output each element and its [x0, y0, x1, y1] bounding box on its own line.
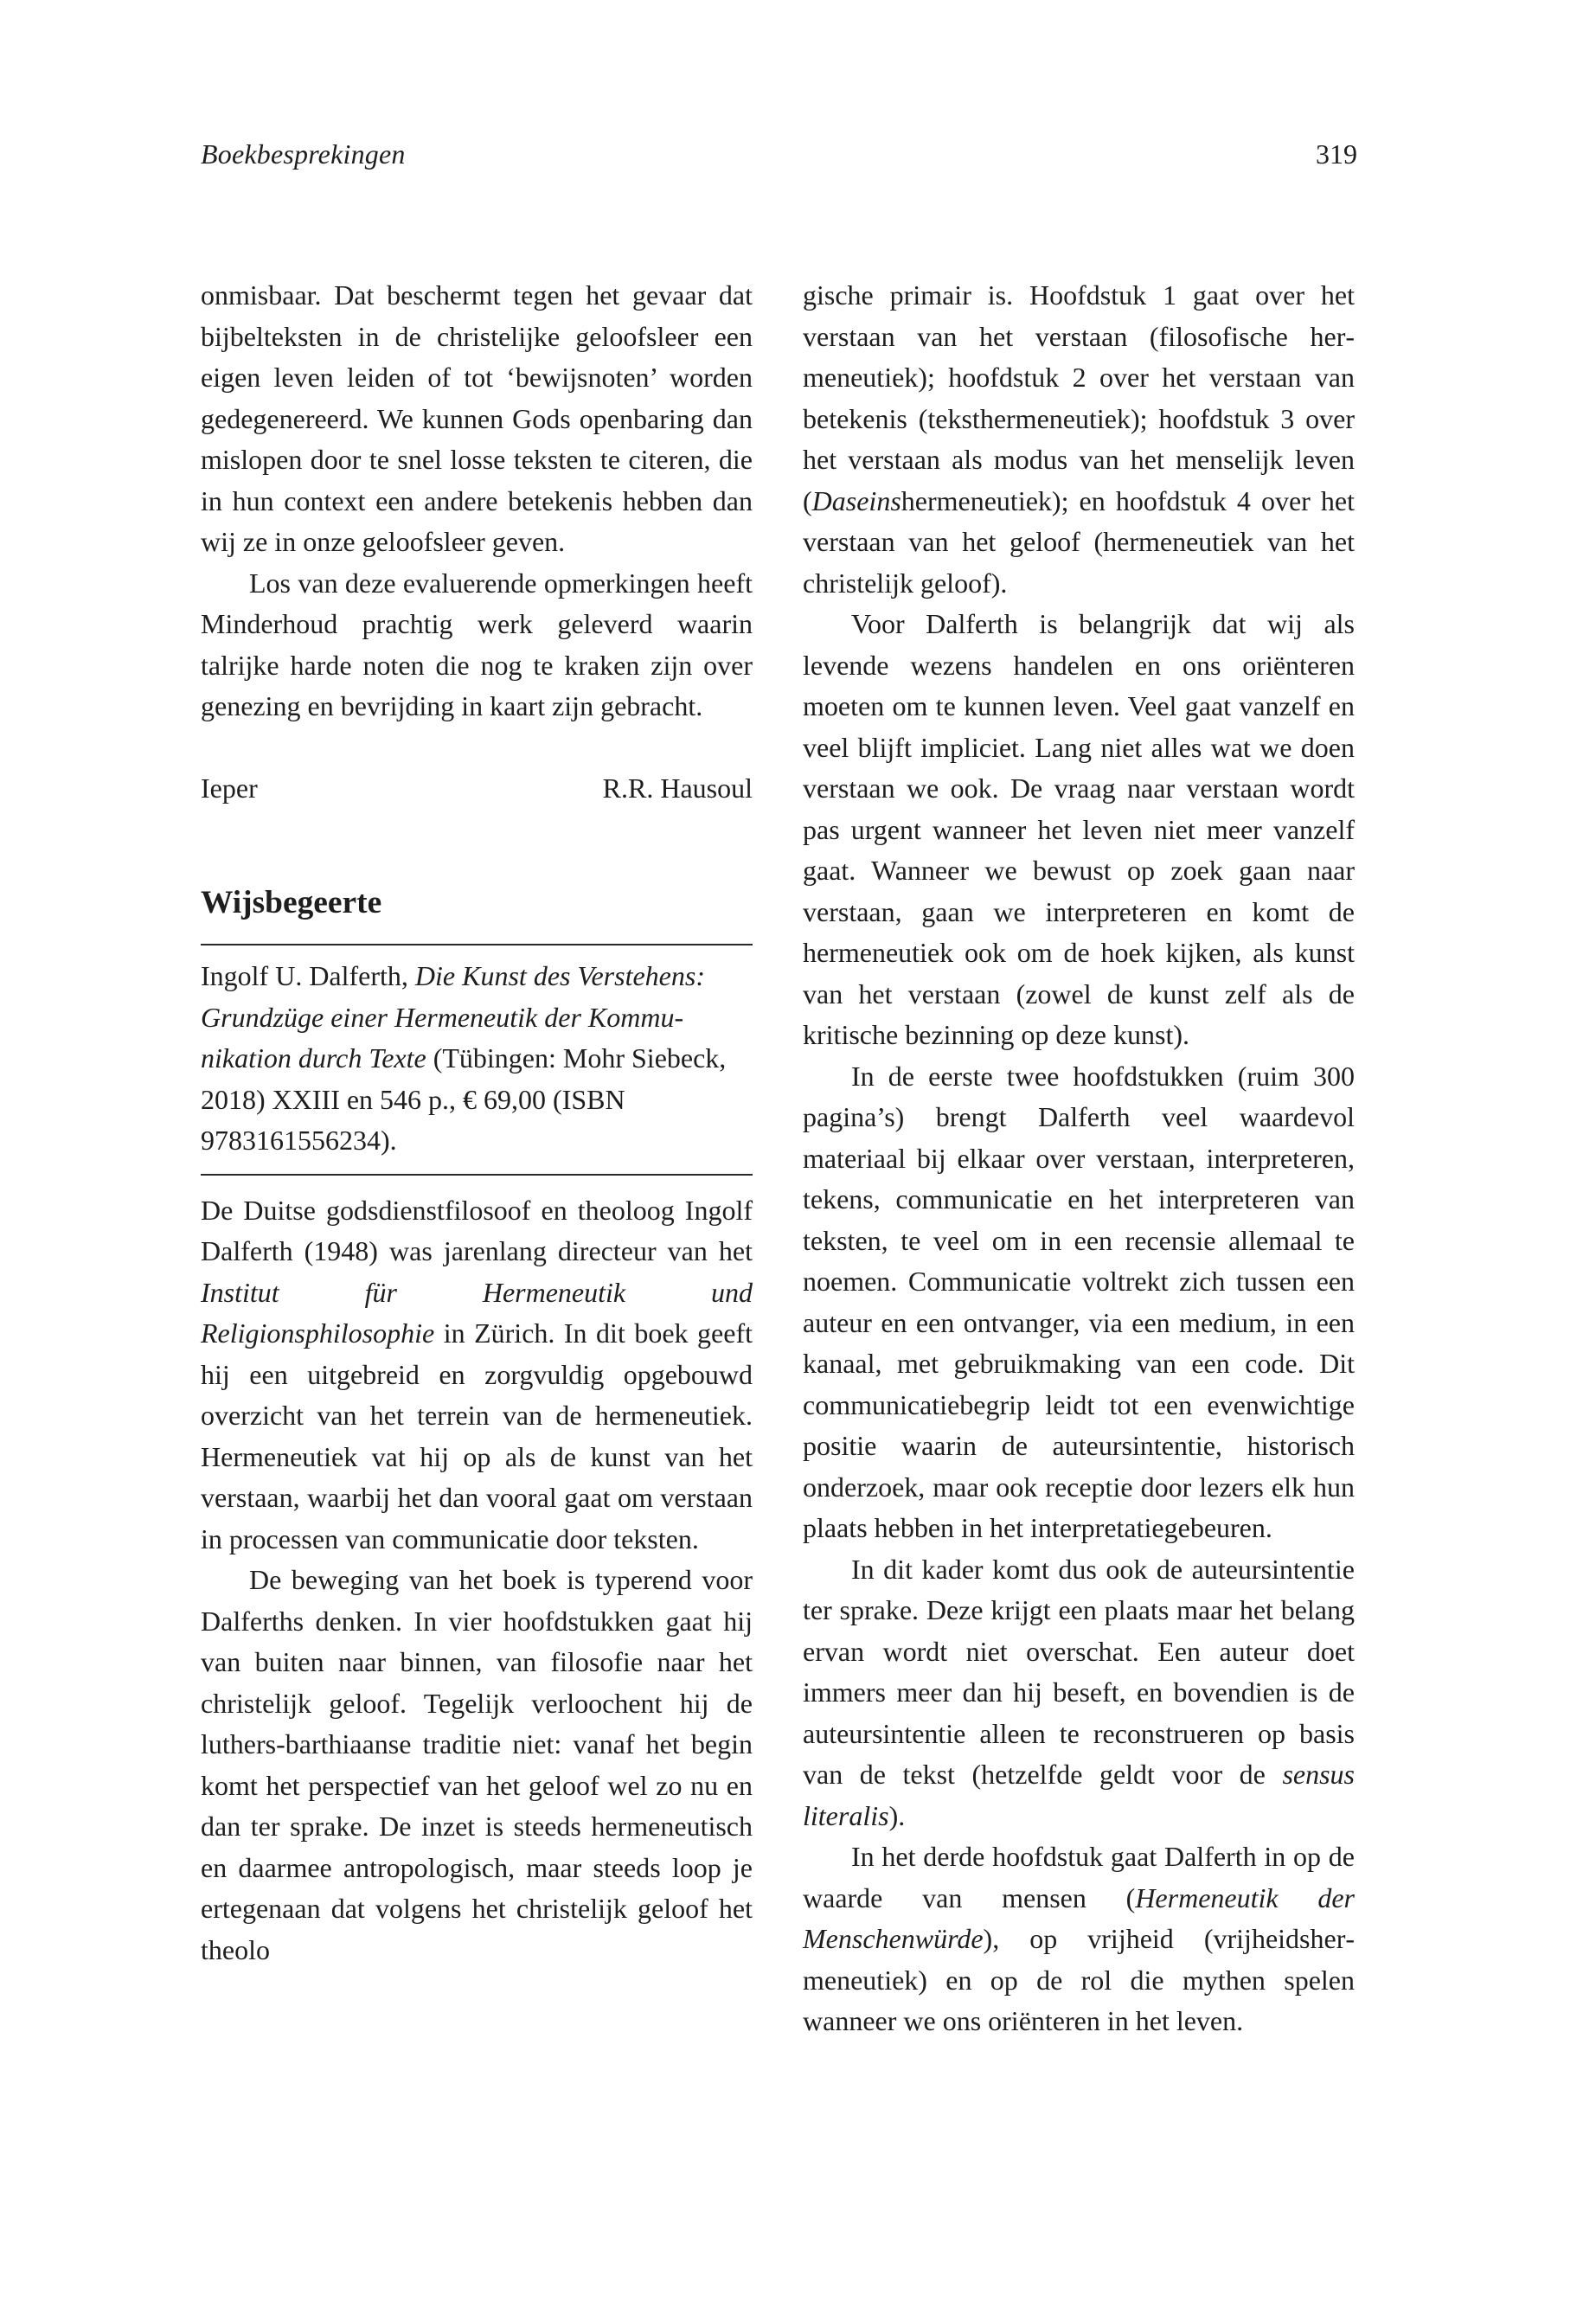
- paragraph: gische primair is. Hoofdstuk 1 gaat over het verstaan van het verstaan (filosofische hermeneutiek); hoofdstuk 2 over het verstaan van betekenis (teksthermeneutiek); hoofdstuk 3 over het verstaan als modus van het menselijk leven (Daseinshermeneutiek); en hoofdstuk 4 over het verstaan van het geloof (hermeneutiek van het christelijk geloof).: [803, 279, 1355, 599]
- paragraph: In de eerste twee hoofdstukken (ruim 300 pagina’s) brengt Dalferth veel waardevol materiaal bij elkaar over verstaan, interpreteren, tekens, communicatie en het interpreteren van teksten, te veel om in een recensie allemaal te noemen. Communicatie voltrekt zich tussen een auteur en een ontvanger, via een medium, in een kanaal, met gebruikmaking van een code. Dit communicatiebegrip leidt tot een evenwichtige positie waarin de auteursintentie, historisch onderzoek, maar ook receptie door lezers elk hun plaats hebben in het interpretatiegebeuren.: [803, 1060, 1355, 1543]
- paragraph: onmisbaar. Dat beschermt tegen het gevaar dat bijbelteksten in de christelijke geloofsleer een eigen leven leiden of tot ‘bewijsnoten’ worden gedegenereerd. We kunnen Gods openbaring dan mislopen door te snel losse teksten te citeren, die in hun context een andere betekenis hebben dan wij ze in onze geloofsleer geven.: [201, 279, 753, 557]
- running-header-title: Boekbesprekingen: [201, 138, 406, 170]
- page-number: 319: [1316, 138, 1357, 170]
- left-column: [201, 275, 753, 1971]
- paragraph: Los van deze evaluerende opmerkingen heeft Minderhoud prachtig werk geleverd waarin talrijke harde noten die nog te kraken zijn over genezing en bevrijding in kaart zijn gebracht.: [201, 567, 753, 721]
- signature-author: R.R. Hausoul: [602, 772, 753, 804]
- book-title: Die Kunst des Verstehens: Grundzüge einer Hermeneutik der Kommunikation durch Texte: [201, 960, 705, 1074]
- paragraph: De beweging van het boek is typerend voor Dalferths denken. In vier hoofdstukken gaat hij van buiten naar binnen, van filosofie naar het christelijk geloof. Tegelijk verloochent hij de luthers-barthiaanse traditie niet: vanaf het begin komt het perspectief van het geloof wel zo nu en dan ter sprake. De inzet is steeds hermeneutisch en daarmee antropologisch, maar steeds loop je ertegenaan dat volgens het christelijk geloof het theolo: [201, 1564, 753, 1965]
- paragraph: In het derde hoofdstuk gaat Dalferth in op de waarde van mensen (Hermeneutik der Menschenwürde), op vrijheid (vrijheidshermeneutiek) en op de rol die mythen spelen wanneer we ons oriënteren in het leven.: [803, 1841, 1356, 2036]
- bibliographic-entry: [201, 944, 753, 1176]
- signature-place: Ieper: [201, 772, 258, 804]
- book-details: (Tübingen: Mohr Siebeck, 2018) XXIII en 546 p., € 69,00 (ISBN 9783161556234).: [201, 1042, 727, 1156]
- book-author: Ingolf U. Dalferth,: [201, 960, 415, 991]
- paragraph: De Duitse godsdienstfilosoof en theoloog Ingolf Dalferth (1948) was jarenlang directeur van het Institut für Hermeneutik und Religionsphilosophie in Zürich. In dit boek geeft hij een uitgebreid en zorgvuldig opgebouwd overzicht van het terrein van de hermeneutiek. Hermeneutiek vat hij op als de kunst van het verstaan, waarbij het dan vooral gaat om verstaan in processen van communicatie door teksten.: [201, 1194, 753, 1554]
- section-heading: Wijsbegeerte: [201, 885, 382, 920]
- review-signature: [201, 768, 753, 810]
- right-column: [803, 275, 1355, 2042]
- paragraph: Voor Dalferth is belangrijk dat wij als levende wezens handelen en ons oriënteren moeten om te kunnen leven. Veel gaat vanzelf en veel blijft impliciet. Lang niet alles wat we doen verstaan we ook. De vraag naar verstaan wordt pas urgent wanneer het leven niet meer vanzelf gaat. Wanneer we bewust op zoek gaan naar verstaan, gaan we interpreteren en komt de hermeneutiek ook om de hoek kijken, als kunst van het verstaan (zowel de kunst zelf als de kritische bezinning op deze kunst).: [803, 608, 1355, 1050]
- paragraph: In dit kader komt dus ook de auteursintentie ter sprake. Deze krijgt een plaats maar het belang ervan wordt niet overschat. Een auteur doet immers meer dan hij beseft, en bovendien is de auteursintentie alleen te reconstrueren op basis van de tekst (hetzelfde geldt voor de sensus literalis).: [803, 1553, 1355, 1831]
